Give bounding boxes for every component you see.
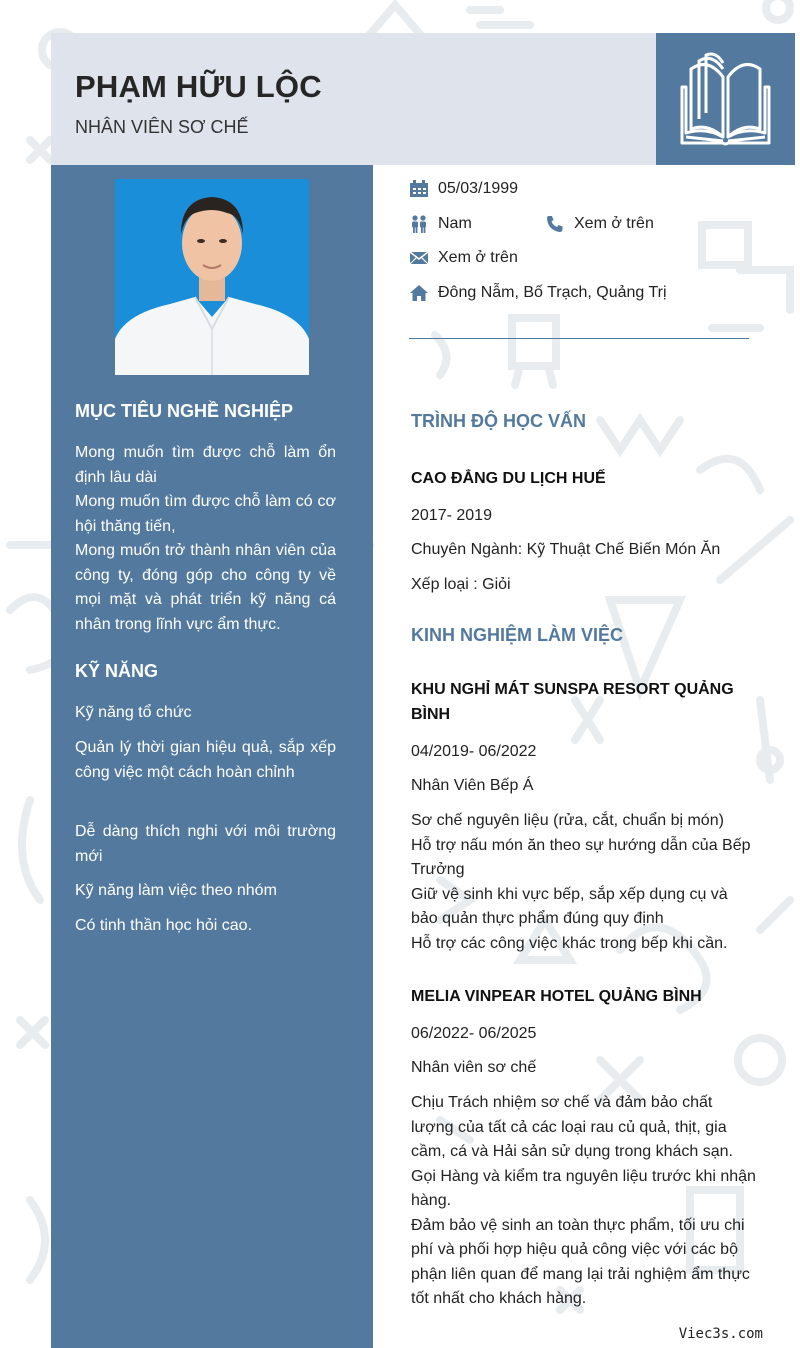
- education-major: Chuyên Ngành: Kỹ Thuật Chế Biến Món Ăn: [411, 541, 721, 558]
- objective-line: Mong muốn tìm được chỗ làm ổn định lâu dài: [75, 444, 336, 486]
- skill-item: Có tinh thần học hỏi cao.: [75, 917, 253, 934]
- duty-line: Giữ vệ sinh khi vực bếp, sắp xếp dụng cụ và bảo quản thực phẩm đúng quy định: [411, 885, 728, 927]
- dob-value: 05/03/1999: [438, 180, 519, 197]
- skill-item: Quản lý thời gian hiệu quả, sắp xếp công việc một cách hoàn chỉnh: [75, 739, 336, 781]
- objective-text: [75, 441, 336, 637]
- phone-value: Xem ở trên: [574, 215, 654, 232]
- candidate-name: PHẠM HỮU LỘC: [75, 69, 322, 104]
- job-duties: [411, 809, 756, 956]
- objective-heading: MỤC TIÊU NGHỀ NGHIỆP: [75, 401, 294, 421]
- objective-line: Mong muốn tìm được chỗ làm có cơ hội thăng tiến,: [75, 493, 336, 535]
- duty-line: Gọi Hàng và kiểm tra nguyên liệu trước khi nhận hàng.: [411, 1167, 756, 1209]
- skill-item: Kỹ năng làm việc theo nhóm: [75, 882, 277, 899]
- objective-line: Mong muốn trở thành nhân viên của công ty, đóng góp cho công ty về mọi mặt và phát triển kỹ năng cá nhân trong lĩnh vực ẩm thực.: [75, 542, 336, 633]
- home-icon: [409, 284, 429, 302]
- address-value: Đông Nẫm, Bố Trạch, Quảng Trị: [438, 284, 667, 301]
- job-period: 04/2019- 06/2022: [411, 743, 537, 760]
- calendar-icon: [409, 180, 429, 198]
- education-heading: TRÌNH ĐỘ HỌC VẤN: [411, 411, 586, 431]
- contact-email: [409, 249, 518, 267]
- gender-value: Nam: [438, 215, 472, 232]
- duty-line: Hỗ trợ các công việc khác trong bếp khi cần.: [411, 934, 728, 952]
- header-banner: [51, 33, 656, 165]
- phone-icon: [545, 215, 565, 233]
- experience-heading: KINH NGHIỆM LÀM VIỆC: [411, 625, 624, 645]
- footer-watermark: Viec3s.com: [678, 1326, 763, 1342]
- duty-line: Chịu Trách nhiệm sơ chế và đảm bảo chất lượng của tất cả các loại rau củ quả, thịt, gia cầm, cá và Hải sản sử dụng trong khách sạn.: [411, 1094, 733, 1160]
- job-position: Nhân Viên Bếp Á: [411, 777, 534, 794]
- job-duties: [411, 1091, 756, 1312]
- contact-dob: [409, 180, 518, 198]
- education-period: 2017- 2019: [411, 507, 492, 524]
- divider: [409, 338, 749, 339]
- duty-line: Hỗ trợ nấu món ăn theo sự hướng dẫn của Bếp Trưởng: [411, 836, 751, 878]
- job-company: MELIA VINPEAR HOTEL QUẢNG BÌNH: [411, 988, 702, 1005]
- job-position: Nhân viên sơ chế: [411, 1059, 537, 1076]
- candidate-role: NHÂN VIÊN SƠ CHẾ: [75, 117, 249, 137]
- envelope-icon: [409, 249, 429, 267]
- skill-item: Kỹ năng tổ chức: [75, 704, 192, 721]
- open-book-icon: [656, 33, 795, 165]
- profile-photo: [115, 179, 309, 375]
- contact-phone: [545, 215, 654, 233]
- skill-item: Dễ dàng thích nghi với môi trường mới: [75, 823, 336, 865]
- job-company: KHU NGHỈ MÁT SUNSPA RESORT QUẢNG BÌNH: [411, 681, 734, 723]
- contact-address: [409, 284, 667, 302]
- book-panel: [656, 33, 795, 165]
- sidebar: [51, 165, 373, 1348]
- duty-line: Đảm bảo vệ sinh an toàn thực phẩm, tối ưu chi phí và phối hợp hiệu quả công việc với các bộ phận liên quan để mang lại trải nghiệm ẩm thực tốt nhất cho khách hàng.: [411, 1216, 750, 1307]
- school-name: CAO ĐẲNG DU LỊCH HUẾ: [411, 470, 606, 487]
- email-value: Xem ở trên: [438, 249, 518, 266]
- skills-heading: KỸ NĂNG: [75, 661, 159, 681]
- contact-gender: [409, 215, 472, 233]
- education-grade: Xếp loại : Giỏi: [411, 576, 511, 593]
- job-period: 06/2022- 06/2025: [411, 1025, 537, 1042]
- duty-line: Sơ chế nguyên liệu (rửa, cắt, chuẩn bị món): [411, 812, 724, 829]
- people-icon: [409, 215, 429, 233]
